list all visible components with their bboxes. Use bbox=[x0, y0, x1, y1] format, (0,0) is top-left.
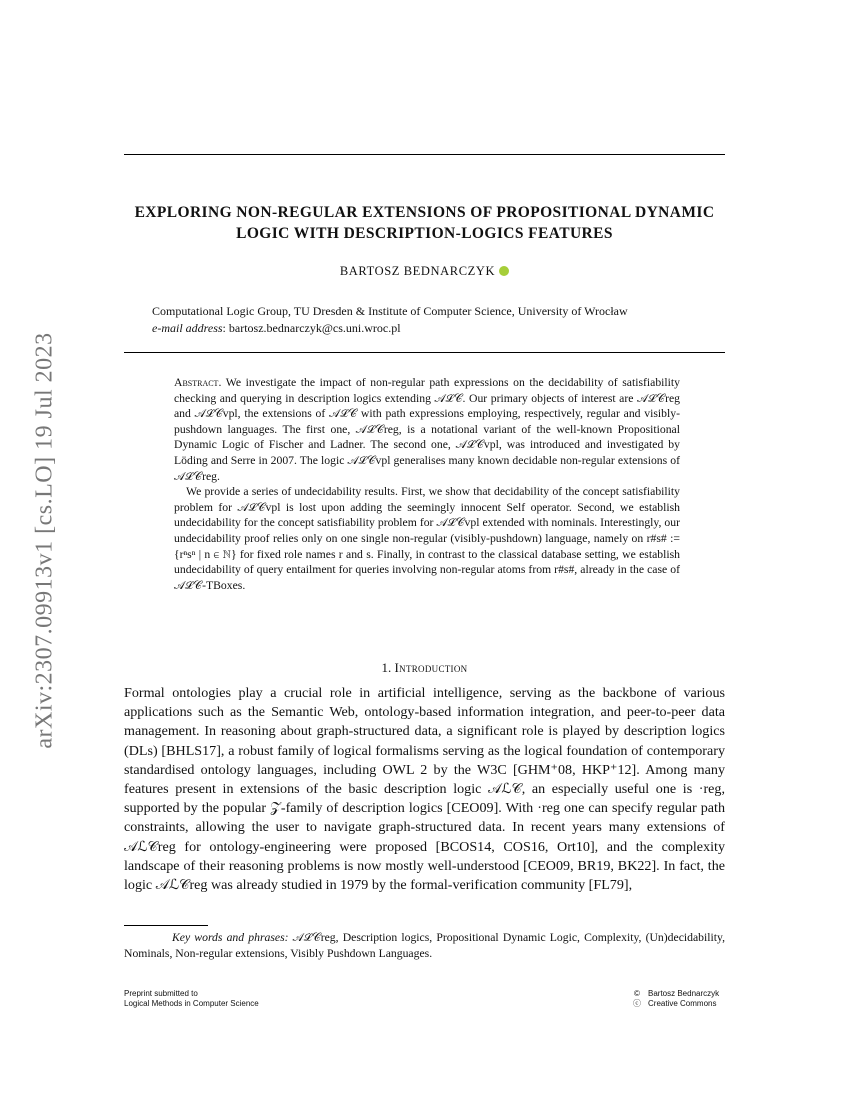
top-rule bbox=[124, 154, 725, 155]
intro-paragraph: Formal ontologies play a crucial role in artificial intelligence, serving as the backbone of various applications such as the Semantic Web, ontology-based information integration, and peer-to-peer data management. In reasoning about graph-structured data, a significant role is played by description logics (DLs) [BHLS17], a robust family of logical formalisms serving as the logical foundation of contemporary standardised ontology languages, including OWL 2 by the W3C [GHM⁺08, HKP⁺12]. Among many features present in extensions of the basic description logic 𝒜ℒ𝒞, an especially useful one is ·reg, supported by the popular 𝒵-family of description logics [CEO09]. With ·reg one can specify regular path constraints, allowing the user to navigate graph-structured data. In recent years many extensions of 𝒜ℒ𝒞reg for ontology-engineering were proposed [BCOS14, COS16, Ort10], and the complexity landscape of their reasoning problems is now mostly well-understood [CEO09, BR19, BK22]. In fact, the logic 𝒜ℒ𝒞reg was already studied in 1979 by the formal-verification community [FL79], bbox=[124, 685, 725, 894]
abstract-paragraph-2: We provide a series of undecidability results. First, we show that decidability of the concept satisfiability problem for 𝒜ℒ𝒞vpl is lost upon adding the seemingly innocent Self operator. Second, we establish undecidability for the concept satisfiability problem for 𝒜ℒ𝒞vpl extended with nominals. Interestingly, our undecidability proof relies only on one single non-regular (visibly-pushdown) language, namely on r#s# := {rⁿsⁿ | n ∈ ℕ} for fixed role names r and s. Finally, in contrast to the classical database setting, we establish undecidability of query entailment for queries involving non-regular atoms from r#s#, already in the case of 𝒜ℒ𝒞-TBoxes. bbox=[174, 485, 680, 592]
author-line bbox=[124, 264, 725, 279]
author-name: BARTOSZ BEDNARCZYK bbox=[339, 264, 496, 278]
abstract-text-1: We investigate the impact of non-regular path expressions on the decidability of satisfiability checking and querying in description logics extending 𝒜ℒ𝒞. Our primary objects of interest are 𝒜ℒ𝒞reg and 𝒜ℒ𝒞vpl, the extensions of 𝒜ℒ𝒞 with path expressions employing, respectively, regular and visibly-pushdown languages. The first one, 𝒜ℒ𝒞reg, is a notational variant of the well-known Propositional Dynamic Logic of Fischer and Ladner. The second one, 𝒜ℒ𝒞vpl, was introduced and investigated by Löding and Serre in 2007. The logic 𝒜ℒ𝒞vpl generalises many known decidable non-regular extensions of 𝒜ℒ𝒞reg. bbox=[174, 376, 681, 483]
license-text[interactable]: Creative Commons bbox=[648, 999, 717, 1008]
keywords-label: Key words and phrases: bbox=[172, 931, 289, 944]
orcid-icon[interactable] bbox=[499, 266, 509, 276]
section-heading bbox=[124, 660, 725, 676]
affiliation: Computational Logic Group, TU Dresden & Institute of Computer Science, University of Wrocław bbox=[152, 304, 628, 318]
copyright-icon: © bbox=[634, 989, 640, 998]
copyright-line bbox=[632, 989, 742, 999]
copyright-holder: Bartosz Bednarczyk bbox=[648, 989, 720, 998]
creative-commons-icon: ⓒ bbox=[633, 999, 641, 1008]
paper-title: EXPLORING NON-REGULAR EXTENSIONS OF PROPOSITIONAL DYNAMIC LOGIC WITH DESCRIPTION-LOGICS FEATURES bbox=[134, 204, 715, 242]
footer-preprint: Preprint submitted to bbox=[124, 989, 198, 998]
affiliation-block bbox=[152, 303, 725, 337]
section-number: 1. bbox=[381, 660, 392, 675]
footer-right bbox=[632, 989, 742, 1009]
footnote-rule bbox=[124, 925, 208, 926]
affiliation-rule bbox=[124, 352, 725, 353]
arxiv-stamp bbox=[10, 260, 80, 820]
license-line bbox=[632, 999, 742, 1009]
abstract-heading: Abstract. bbox=[174, 376, 222, 389]
email-label: e-mail address bbox=[152, 321, 223, 335]
footer-journal: Logical Methods in Computer Science bbox=[124, 999, 259, 1008]
footer-left bbox=[124, 989, 424, 1009]
arxiv-stamp-text: arXiv:2307.09913v1 [cs.LO] 19 Jul 2023 bbox=[31, 331, 58, 749]
email-line: e-mail address: bartosz.bednarczyk@cs.uni.wroc.pl bbox=[152, 321, 401, 335]
abstract bbox=[174, 375, 680, 593]
abstract-paragraph-1 bbox=[174, 375, 680, 484]
email-address[interactable]: bartosz.bednarczyk@cs.uni.wroc.pl bbox=[228, 321, 401, 335]
intro-body bbox=[124, 684, 725, 895]
keywords-text: 𝒜ℒ𝒞reg, Description logics, Propositional Dynamic Logic, Complexity, (Un)decidability, Nominals, Non-regular extensions, Visibly Pushdown Languages. bbox=[124, 931, 726, 960]
section-title: Introduction bbox=[394, 660, 468, 675]
keywords-footnote bbox=[124, 930, 725, 962]
